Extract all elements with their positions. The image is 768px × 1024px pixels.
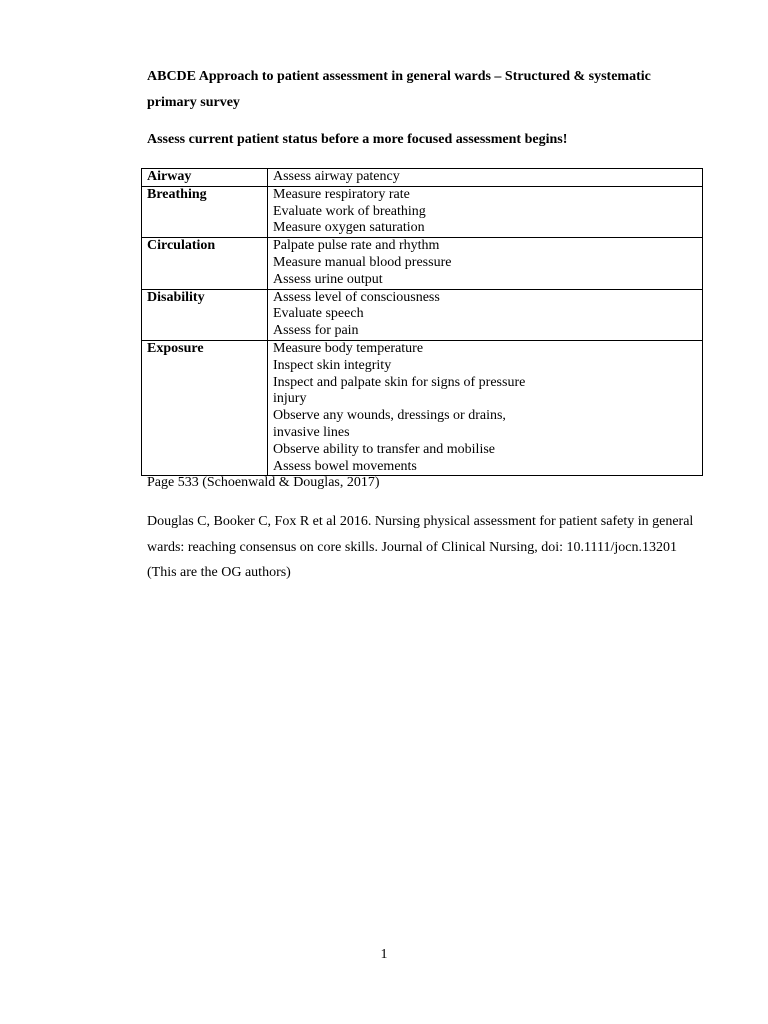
items-cell (268, 238, 703, 289)
page-number: 1 (380, 947, 388, 962)
list-item: Measure respiratory rate (273, 186, 410, 202)
list-item: Palpate pulse rate and rhythm (273, 238, 440, 254)
list-item: Inspect and palpate skin for signs of pressure injury (273, 374, 526, 407)
table-row-exposure (142, 340, 703, 475)
category-cell: Breathing (142, 186, 268, 237)
items-cell (268, 340, 703, 475)
list-item: Measure oxygen saturation (273, 220, 425, 236)
list-item: Evaluate work of breathing (273, 203, 426, 219)
reference-text: Douglas C, Booker C, Fox R et al 2016. Nursing physical assessment for patient safety in general wards: reaching consensus on core skills. Journal of Clinical Nursing, doi: 10.1111/jocn.13201 (This are the OG authors) (147, 514, 694, 580)
list-item: Inspect skin integrity (273, 357, 392, 373)
table-row-disability (142, 289, 703, 340)
category-cell: Airway (142, 169, 268, 187)
abcde-table (141, 168, 703, 476)
table-caption: Page 533 (Schoenwald & Douglas, 2017) (147, 475, 380, 490)
category-cell: Disability (142, 289, 268, 340)
table-row-breathing (142, 186, 703, 237)
list-item: Assess level of consciousness (273, 289, 440, 305)
items-cell (268, 289, 703, 340)
list-item: Assess urine output (273, 271, 383, 287)
table-row-circulation (142, 238, 703, 289)
category-cell: Circulation (142, 238, 268, 289)
list-item: Measure body temperature (273, 340, 424, 356)
document-subtitle: Assess current patient status before a more focused assessment begins! (147, 132, 568, 147)
document-title: ABCDE Approach to patient assessment in general wards – Structured & systematic primary survey (147, 69, 651, 110)
list-item: Evaluate speech (273, 306, 364, 322)
list-item: Assess for pain (273, 323, 359, 339)
items-cell (268, 169, 703, 187)
list-item: Observe ability to transfer and mobilise (273, 441, 495, 457)
list-item: Assess airway patency (273, 169, 400, 184)
category-cell: Exposure (142, 340, 268, 475)
list-item: Observe any wounds, dressings or drains, invasive lines (273, 408, 506, 440)
items-cell (268, 186, 703, 237)
table-row-airway (142, 169, 703, 187)
list-item: Measure manual blood pressure (273, 254, 452, 270)
list-item: Assess bowel movements (273, 458, 417, 474)
